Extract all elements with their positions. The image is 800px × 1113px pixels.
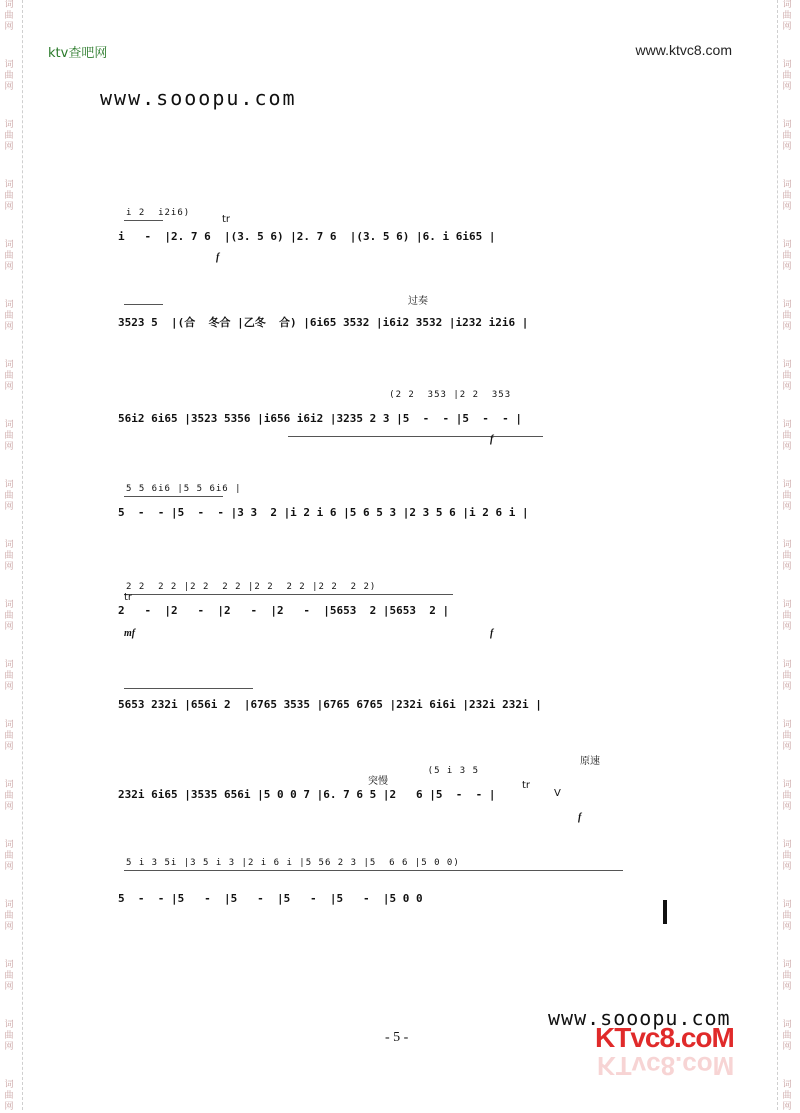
ktvc8-logo: KTvc8.coM — [595, 1022, 734, 1053]
margin-glyph: 词 曲 网 — [4, 780, 14, 812]
watermark-bottom: www.sooopu.com — [548, 1006, 731, 1030]
tie — [288, 436, 543, 437]
margin-glyph: 词 曲 网 — [782, 420, 792, 452]
interlude-label: 过奏 — [408, 296, 428, 307]
margin-glyph: 词 曲 网 — [782, 300, 792, 332]
tie — [124, 688, 253, 689]
trill-mark: tr — [222, 214, 231, 225]
margin-glyph: 词 曲 网 — [782, 720, 792, 752]
system-lower-line: 5 - - |5 - - |3 3 2 |i 2 i 6 |5 6 5 3 |2 3 5 6 |i 2 6 i | — [118, 506, 529, 519]
margin-glyph: 词 曲 网 — [4, 1020, 14, 1052]
tie — [124, 496, 223, 497]
margin-glyph: 词 曲 网 — [782, 0, 792, 32]
page-number: - 5 - — [385, 1030, 409, 1045]
margin-glyph: 词 曲 网 — [782, 1080, 792, 1112]
system-lower-line: 56i2 6i65 |3523 5356 |i656 i6i2 |3235 2 3 |5 - - |5 - - | — [118, 412, 522, 425]
system-upper-line: (5 i 3 5 — [126, 766, 480, 776]
dynamic-forte: f — [490, 434, 494, 445]
margin-glyph: 词 曲 网 — [4, 840, 14, 872]
margin-glyph: 词 曲 网 — [782, 540, 792, 572]
margin-glyph: 词 曲 网 — [4, 900, 14, 932]
margin-glyph: 词 曲 网 — [4, 180, 14, 212]
site-name-left[interactable]: ktv查吧网 — [48, 46, 108, 61]
right-margin-strip — [777, 0, 800, 1110]
margin-glyph: 词 曲 网 — [4, 960, 14, 992]
margin-glyph: 词 曲 网 — [4, 540, 14, 572]
final-barline — [663, 900, 667, 924]
score-system-8 — [118, 858, 683, 918]
score-system-7 — [118, 756, 683, 826]
system-upper-line: i 2 i2i6) — [126, 208, 191, 218]
trill-mark: tr — [522, 780, 531, 791]
system-lower-line: 5653 232i |656i 2 |6765 3535 |6765 6765 |232i 6i6i |232i 232i | — [118, 698, 542, 711]
margin-glyph: 词 曲 网 — [782, 480, 792, 512]
margin-glyph: 词 曲 网 — [782, 240, 792, 272]
margin-glyph: 词 曲 网 — [4, 1080, 14, 1112]
score-system-5 — [118, 582, 683, 642]
ktvc8-logo-reflection: KTvc8.coM — [597, 1051, 735, 1081]
margin-glyph: 词 曲 网 — [4, 660, 14, 692]
dynamic-forte: f — [216, 252, 220, 263]
margin-glyph: 词 曲 网 — [782, 360, 792, 392]
score-system-4 — [118, 484, 683, 544]
trill-mark: tr — [124, 592, 133, 603]
margin-glyph: 词 曲 网 — [782, 600, 792, 632]
tempo-original-label: 原速 — [580, 756, 600, 767]
margin-glyph: 词 曲 网 — [4, 720, 14, 752]
breath-mark: V — [554, 788, 561, 799]
margin-glyph: 词 曲 网 — [4, 240, 14, 272]
score-system-6 — [118, 676, 683, 736]
system-upper-line: (2 2 353 |2 2 353 — [126, 390, 512, 400]
tie — [124, 220, 163, 221]
margin-glyph: 词 曲 网 — [4, 420, 14, 452]
margin-glyph: 词 曲 网 — [782, 60, 792, 92]
margin-glyph: 词 曲 网 — [4, 480, 14, 512]
system-lower-line: 232i 6i65 |3535 656i |5 0 0 7 |6. 7 6 5 |2 6 |5 - - | — [118, 788, 496, 801]
margin-glyph: 词 曲 网 — [782, 180, 792, 212]
margin-glyph: 词 曲 网 — [782, 1020, 792, 1052]
margin-glyph: 词 曲 网 — [782, 960, 792, 992]
margin-glyph: 词 曲 网 — [4, 60, 14, 92]
tie — [124, 870, 623, 871]
margin-glyph: 词 曲 网 — [782, 120, 792, 152]
margin-glyph: 词 曲 网 — [782, 900, 792, 932]
system-lower-line: i - |2. 7 6 |(3. 5 6) |2. 7 6 |(3. 5 6) |6. i 6i65 | — [118, 230, 496, 243]
sudden-slow-label: 突慢 — [368, 776, 388, 787]
dynamic-mezzo-forte: mf — [124, 628, 136, 639]
margin-glyph: 词 曲 网 — [782, 840, 792, 872]
system-upper-line: 5 5 6i6 |5 5 6i6 | — [126, 484, 242, 494]
margin-glyph: 词 曲 网 — [782, 780, 792, 812]
dynamic-forte: f — [490, 628, 494, 639]
system-lower-line: 2 - |2 - |2 - |2 - |5653 2 |5653 2 | — [118, 604, 450, 617]
margin-glyph: 词 曲 网 — [4, 300, 14, 332]
margin-glyph: 词 曲 网 — [4, 600, 14, 632]
dynamic-forte: f — [578, 812, 582, 823]
left-margin-strip — [0, 0, 23, 1110]
tie — [124, 304, 163, 305]
margin-glyph: 词 曲 网 — [782, 660, 792, 692]
system-upper-line: 2 2 2 2 |2 2 2 2 |2 2 2 2 |2 2 2 2) — [126, 582, 377, 592]
margin-glyph: 词 曲 网 — [4, 360, 14, 392]
system-lower-line: 3523 5 |(合 冬合 |乙冬 合) |6i65 3532 |i6i2 3532 |i232 i2i6 | — [118, 316, 529, 329]
watermark-top: www.sooopu.com — [100, 86, 297, 110]
margin-glyph: 词 曲 网 — [4, 120, 14, 152]
margin-glyph: 词 曲 网 — [4, 0, 14, 32]
score-system-1 — [118, 208, 683, 268]
system-upper-line: 5 i 3 5i |3 5 i 3 |2 i 6 i |5 56 2 3 |5 6 6 |5 0 0) — [126, 858, 460, 868]
tie — [124, 594, 453, 595]
score-system-3 — [118, 390, 683, 450]
site-url-right[interactable]: www.ktvc8.com — [635, 42, 732, 58]
system-lower-line: 5 - - |5 - |5 - |5 - |5 - |5 0 0 — [118, 892, 430, 905]
score-system-2 — [118, 292, 683, 352]
